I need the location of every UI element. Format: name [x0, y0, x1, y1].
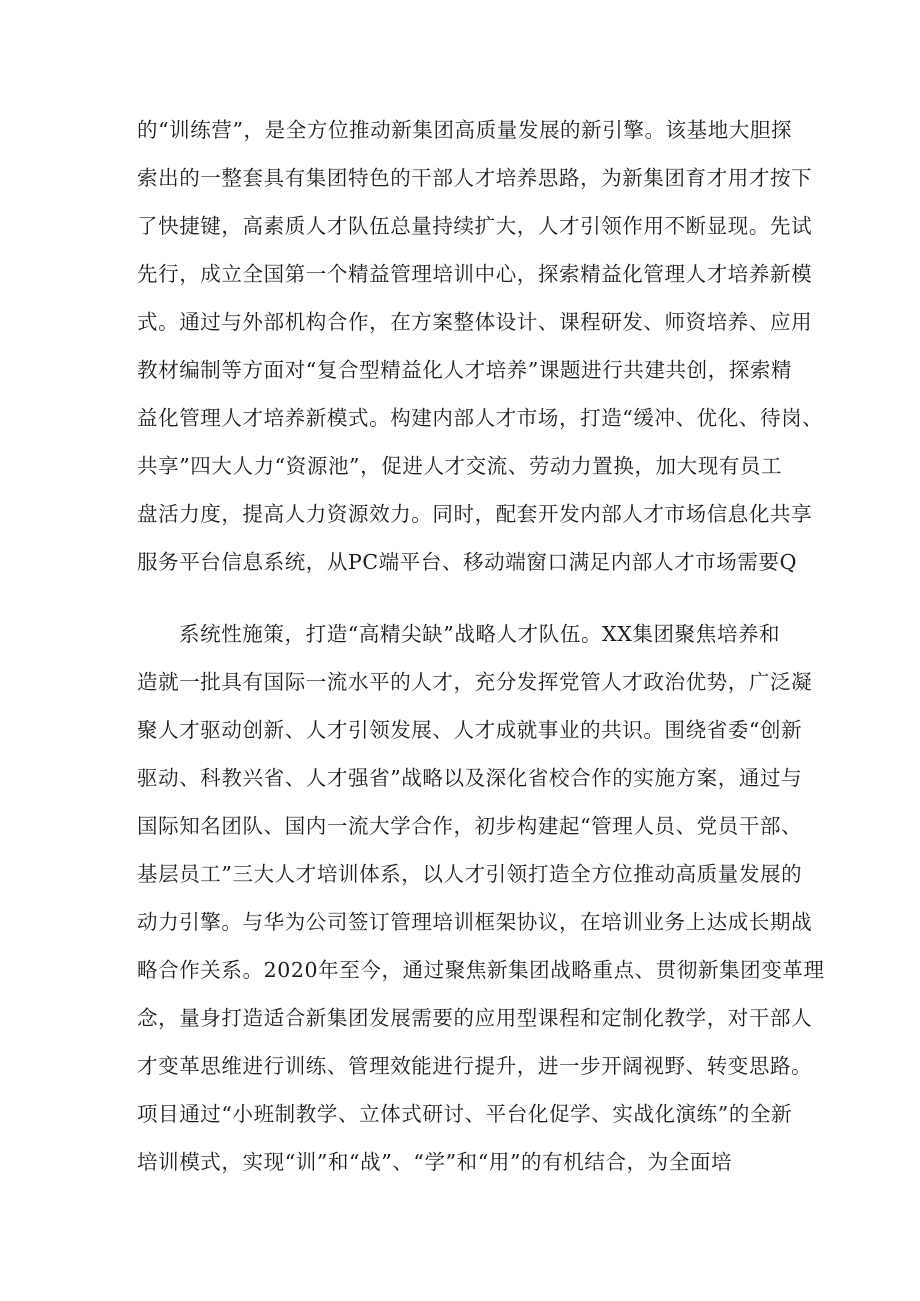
text-line: 培训模式，实现“训”和“战”、“学”和“用”的有机结合，为全面培: [137, 1150, 733, 1174]
text-line: 基层员工”三大人才培训体系，以人才引领打造全方位推动高质量发展的: [137, 862, 803, 886]
text-line: 系统性施策，打造“高精尖缺”战略人才队伍。XX集团聚焦培养和: [179, 622, 781, 646]
text-line: 益化管理人才培养新模式。构建内部人才市场，打造“缓冲、优化、待岗、: [137, 406, 824, 430]
text-line: 服务平台信息系统，从PC端平台、移动端窗口满足内部人才市场需要Q: [137, 550, 797, 574]
text-line: 国际知名团队、国内一流大学合作，初步构建起“管理人员、党员干部、: [137, 814, 803, 838]
text-line: 才变革思维进行训练、管理效能进行提升，进一步开阔视野、转变思路。: [137, 1054, 813, 1078]
text-line: 的“训练营”，是全方位推动新集团高质量发展的新引擎。该基地大胆探: [137, 118, 793, 142]
text-line: 共享”四大人力“资源池”，促进人才交流、劳动力置换，加大现有员工: [137, 454, 783, 478]
text-line: 念，量身打造适合新集团发展需要的应用型课程和定制化教学，对干部人: [137, 1006, 813, 1030]
text-line: 驱动、科教兴省、人才强省”战略以及深化省校合作的实施方案，通过与: [137, 766, 803, 790]
text-line: 动力引擎。与华为公司签订管理培训框架协议，在培训业务上达成长期战: [137, 910, 813, 934]
text-line: 造就一批具有国际一流水平的人才，充分发挥党管人才政治优势，广泛凝: [137, 670, 813, 694]
text-line: 式。通过与外部机构合作，在方案整体设计、课程研发、师资培养、应用: [137, 310, 813, 334]
text-line: 教材编制等方面对“复合型精益化人才培养”课题进行共建共创，探索精: [137, 358, 793, 382]
text-line: 略合作关系。2020年至今，通过聚焦新集团战略重点、贯彻新集团变革理: [137, 958, 825, 982]
text-line: 聚人才驱动创新、人才引领发展、人才成就事业的共识。围绕省委“创新: [137, 718, 803, 742]
text-line: 索出的一整套具有集团特色的干部人才培养思路，为新集团育才用才按下: [137, 166, 813, 190]
text-line: 项目通过“小班制教学、立体式研讨、平台化促学、实战化演练”的全新: [137, 1102, 793, 1126]
text-line: 了快捷键，高素质人才队伍总量持续扩大，人才引领作用不断显现。先试: [137, 214, 813, 238]
text-line: 盘活力度，提高人力资源效力。同时，配套开发内部人才市场信息化共享: [137, 502, 813, 526]
text-line: 先行，成立全国第一个精益管理培训中心，探索精益化管理人才培养新模: [137, 262, 813, 286]
